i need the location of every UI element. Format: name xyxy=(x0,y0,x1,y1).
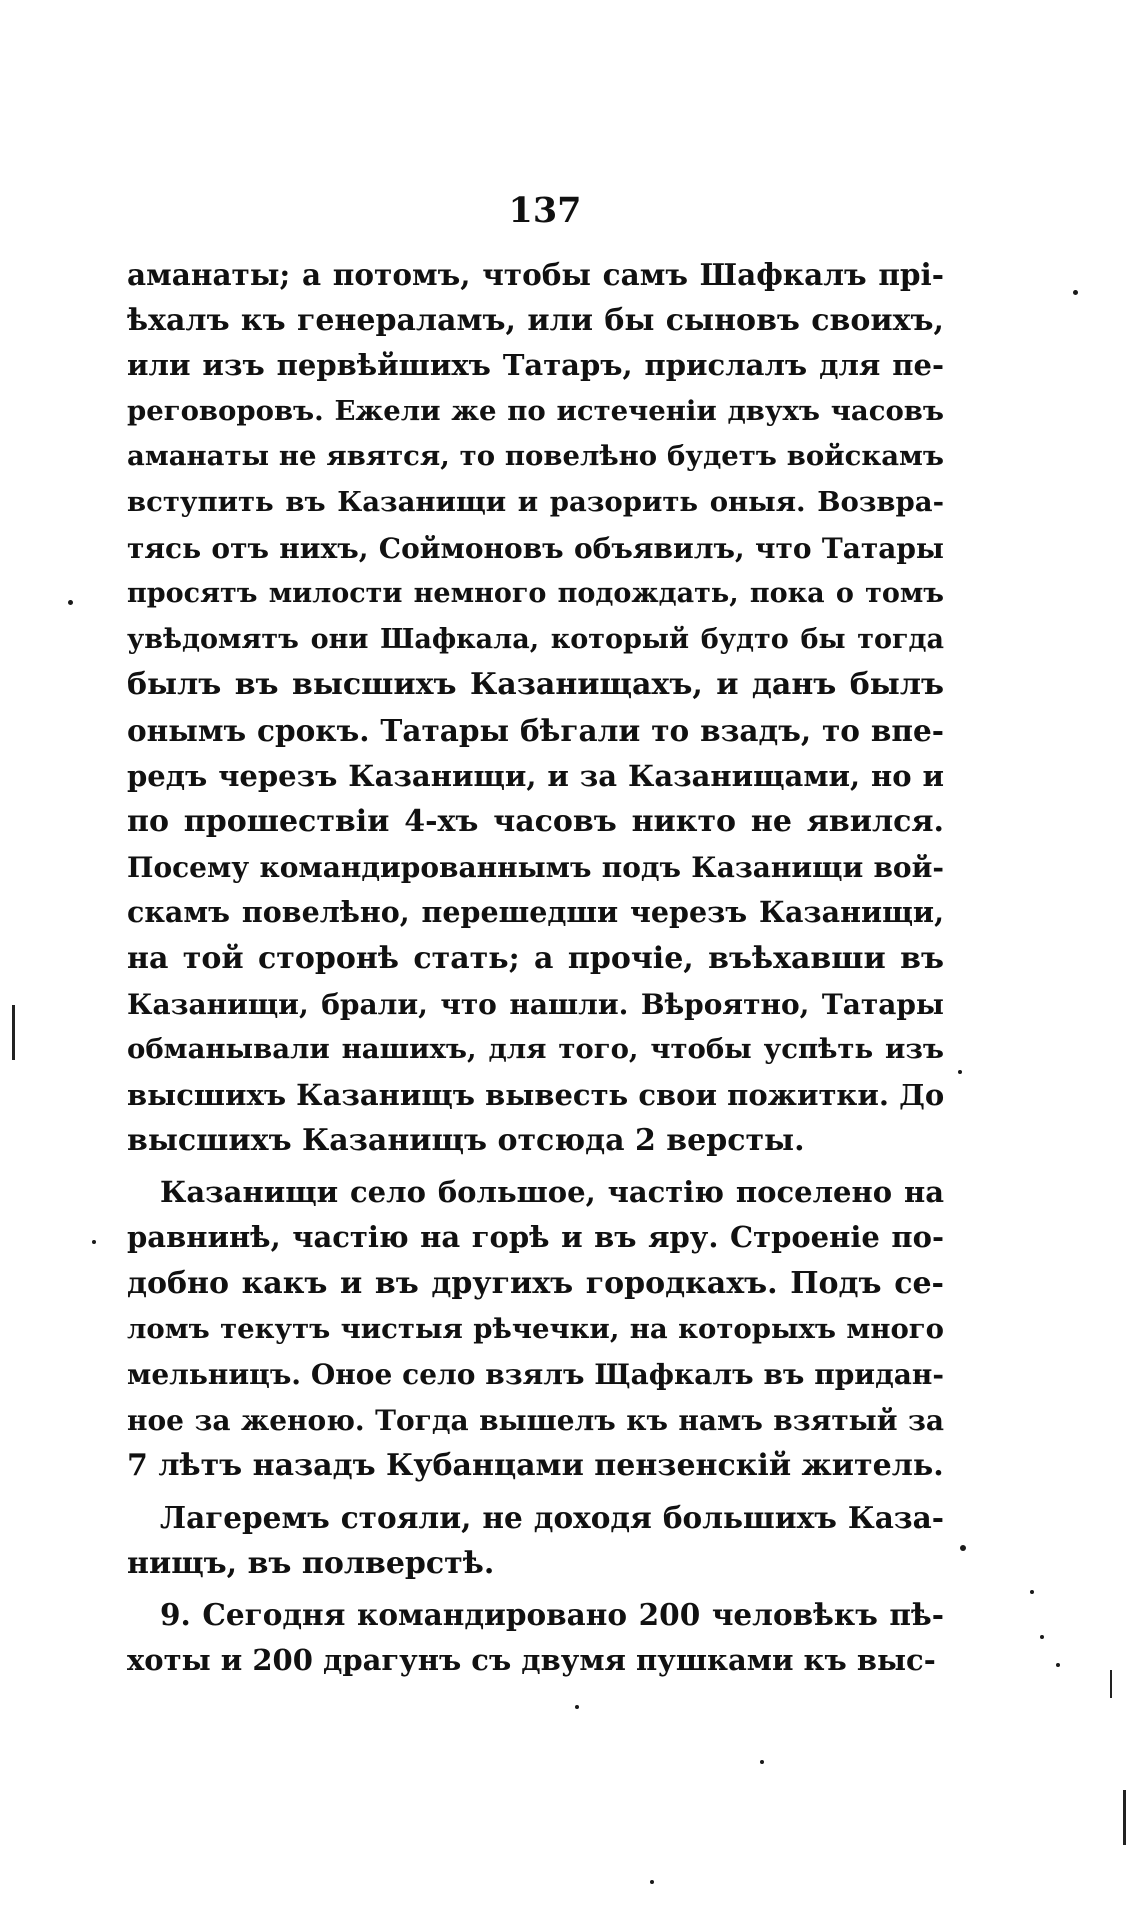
scan-speck xyxy=(1073,290,1078,295)
body-text xyxy=(127,252,944,1683)
text-line: онымъ срокъ. Татары бѣгали то взадъ, то впе- xyxy=(127,712,944,748)
text-line: равнинѣ, частію на горѣ и въ яру. Строеніе по- xyxy=(127,1220,944,1255)
text-line: Лагеремъ стояли, не доходя большихъ Каза- xyxy=(160,1500,944,1536)
text-line: Казанищи, брали, что нашли. Вѣроятно, Татары xyxy=(127,987,944,1021)
scan-speck xyxy=(760,1760,764,1764)
text-line: обманывали нашихъ, для того, чтобы успѣть изъ xyxy=(127,1033,944,1066)
scan-edge-mark xyxy=(1123,1790,1126,1845)
text-line: ломъ текутъ чистыя рѣчечки, на которыхъ много xyxy=(127,1312,944,1345)
scan-speck xyxy=(1040,1635,1044,1639)
scan-speck xyxy=(958,1070,962,1074)
text-line: былъ въ высшихъ Казанищахъ, и данъ былъ xyxy=(127,667,944,703)
text-line: нищъ, въ полверстѣ. xyxy=(127,1545,495,1581)
text-line: мельницъ. Оное село взялъ Щафкалъ въ придан- xyxy=(127,1358,944,1392)
text-line: ѣхалъ къ генераламъ, или бы сыновъ своихъ, xyxy=(127,302,944,338)
text-line: увѣдомятъ они Шафкала, который будто бы тогда xyxy=(127,623,944,655)
scan-speck xyxy=(1030,1590,1034,1594)
text-line: высшихъ Казанищъ вывесть свои пожитки. До xyxy=(127,1077,945,1112)
text-line: аманаты; а потомъ, чтобы самъ Шафкалъ прі- xyxy=(127,257,944,292)
text-line: вступить въ Казанищи и разорить оныя. Возвра- xyxy=(127,485,944,518)
scan-edge-mark xyxy=(12,1005,15,1060)
text-line: 7 лѣтъ назадъ Кубанцами пензенскій житель. xyxy=(127,1448,944,1484)
text-line: по прошествіи 4-хъ часовъ никто не явился. xyxy=(127,804,944,840)
text-line: добно какъ и въ другихъ городкахъ. Подъ се- xyxy=(127,1266,944,1302)
scan-speck xyxy=(1056,1663,1060,1667)
text-line: аманаты не явятся, то повелѣно будетъ войскамъ xyxy=(127,440,944,473)
scan-speck xyxy=(960,1545,966,1551)
text-line: на той сторонѣ стать; а прочіе, въѣхавши въ xyxy=(127,940,944,976)
scan-edge-mark xyxy=(1110,1670,1112,1698)
text-line: просятъ милости немного подождать, пока о томъ xyxy=(127,578,944,610)
text-line: Посему командированнымъ подъ Казанищи вой- xyxy=(127,850,944,884)
text-line: высшихъ Казанищъ отсюда 2 версты. xyxy=(127,1123,805,1159)
scan-speck xyxy=(92,1240,96,1244)
text-line: хоты и 200 драгунъ съ двумя пушками къ выс- xyxy=(127,1642,936,1677)
scan-speck xyxy=(575,1705,579,1709)
text-line: тясь отъ нихъ, Соймоновъ объявилъ, что Татары xyxy=(127,531,944,565)
text-line: Казанищи село большое, частію поселено на xyxy=(160,1174,944,1209)
page-number: 137 xyxy=(508,190,582,231)
text-line: редъ черезъ Казанищи, и за Казанищами, но и xyxy=(127,758,944,793)
text-line: ное за женою. Тогда вышелъ къ намъ взятый за xyxy=(127,1403,944,1437)
text-line: скамъ повелѣно, перешедши черезъ Казанищи, xyxy=(127,895,944,930)
scan-speck xyxy=(650,1880,654,1884)
text-line: реговоровъ. Ежели же по истеченіи двухъ часовъ xyxy=(127,394,944,427)
text-line: 9. Сегодня командировано 200 человѣкъ пѣ- xyxy=(160,1597,944,1633)
scan-speck xyxy=(68,600,73,605)
text-line: или изъ первѣйшихъ Татаръ, прислалъ для пе- xyxy=(127,348,944,383)
